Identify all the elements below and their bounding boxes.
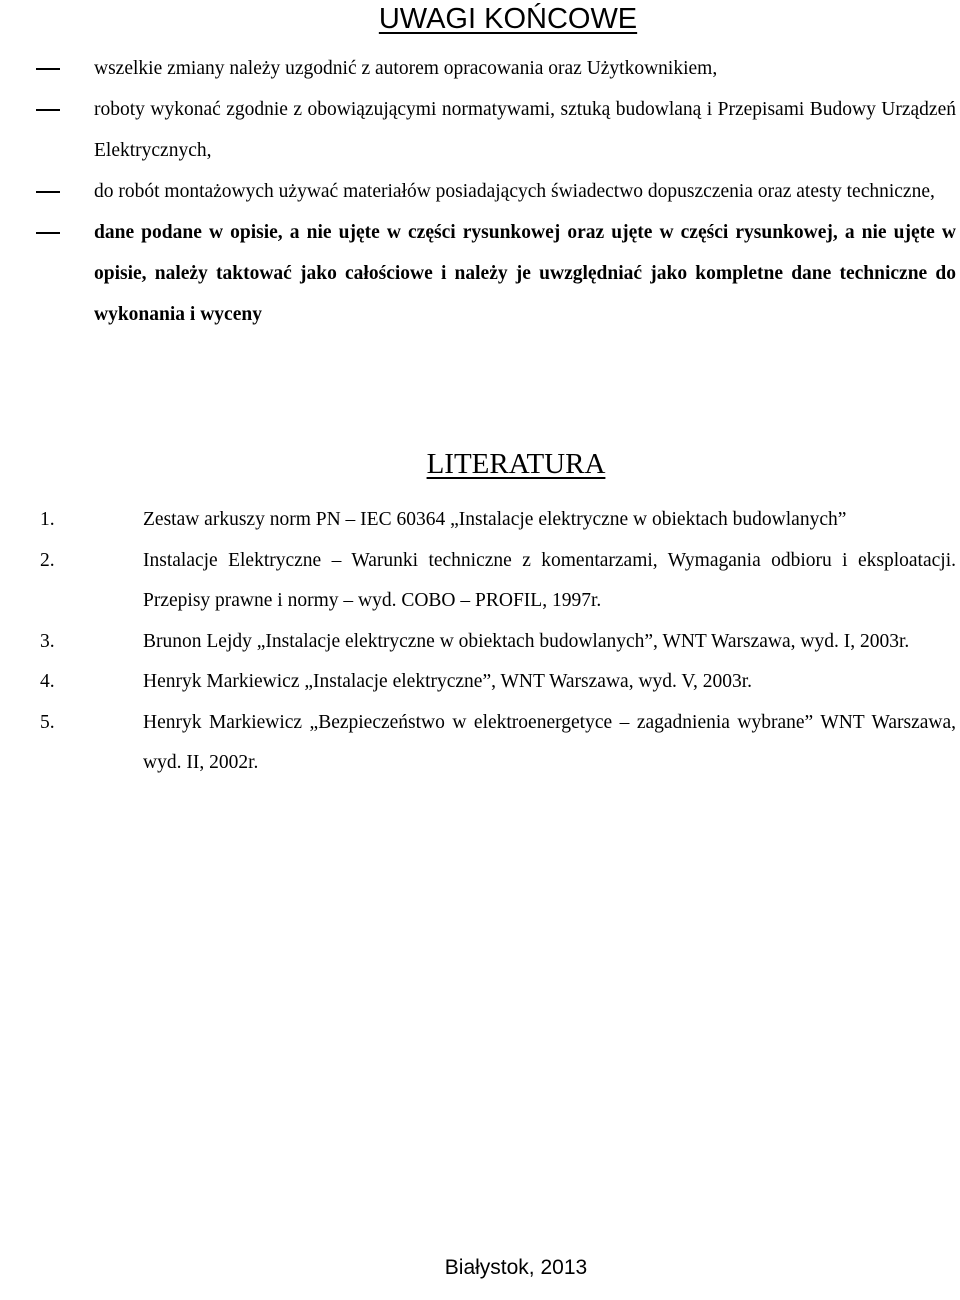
literature-item-number: 2.: [40, 549, 55, 571]
literature-item: [40, 541, 956, 622]
literature-item-text: Henryk Markiewicz „Bezpieczeństwo w elektroenergetyce – zagadnienia wybrane” WNT Warszawa, wyd. II, 2002r.: [143, 711, 956, 773]
remark-item: [36, 89, 956, 171]
footer-place-date: Białystok, 2013: [444, 1256, 588, 1279]
remark-text: do robót montażowych używać materiałów posiadających świadectwo dopuszczenia oraz atesty techniczne,: [94, 181, 935, 202]
section-title-literature: LITERATURA: [426, 448, 606, 480]
dash-bullet: [36, 232, 60, 234]
literature-item: [40, 703, 956, 784]
literature-item: [40, 500, 956, 541]
literature-item-text: Zestaw arkuszy norm PN – IEC 60364 „Instalacje elektryczne w obiektach budowlanych”: [143, 509, 847, 530]
dash-bullet: [36, 68, 60, 70]
remark-item: [36, 171, 956, 212]
literature-item: [40, 622, 956, 663]
literature-item: [40, 662, 956, 703]
final-remarks-list: [36, 48, 956, 335]
dash-bullet: [36, 109, 60, 111]
literature-item-number: 3.: [40, 630, 55, 652]
remark-text: roboty wykonać zgodnie z obowiązującymi normatywami, sztuką budowlaną i Przepisami Budowy Urządzeń Elektrycznych,: [94, 99, 956, 161]
literature-item-text: Henryk Markiewicz „Instalacje elektryczne”, WNT Warszawa, wyd. V, 2003r.: [143, 671, 753, 692]
dash-bullet: [36, 191, 60, 193]
section-title-final-remarks: UWAGI KOŃCOWE: [378, 3, 638, 35]
literature-list: [40, 500, 956, 784]
remark-text: wszelkie zmiany należy uzgodnić z autorem opracowania oraz Użytkownikiem,: [94, 58, 718, 79]
literature-item-number: 1.: [40, 509, 55, 530]
literature-item-text: Instalacje Elektryczne – Warunki techniczne z komentarzami, Wymagania odbioru i eksploatacji. Przepisy prawne i normy – wyd. COBO – PROFIL, 1997r.: [143, 549, 956, 611]
remark-item-bold: [36, 212, 956, 335]
remark-item: [36, 48, 956, 89]
literature-item-text: Brunon Lejdy „Instalacje elektryczne w obiektach budowlanych”, WNT Warszawa, wyd. I, 2003r.: [143, 630, 910, 652]
literature-item-number: 4.: [40, 671, 55, 692]
literature-item-number: 5.: [40, 711, 55, 733]
remark-text: dane podane w opisie, a nie ujęte w części rysunkowej oraz ujęte w części rysunkowej, a nie ujęte w opisie, należy taktować jako całościowe i należy je uwzględniać jako kompletne dane techniczne do wykonania i wyceny: [94, 222, 956, 325]
